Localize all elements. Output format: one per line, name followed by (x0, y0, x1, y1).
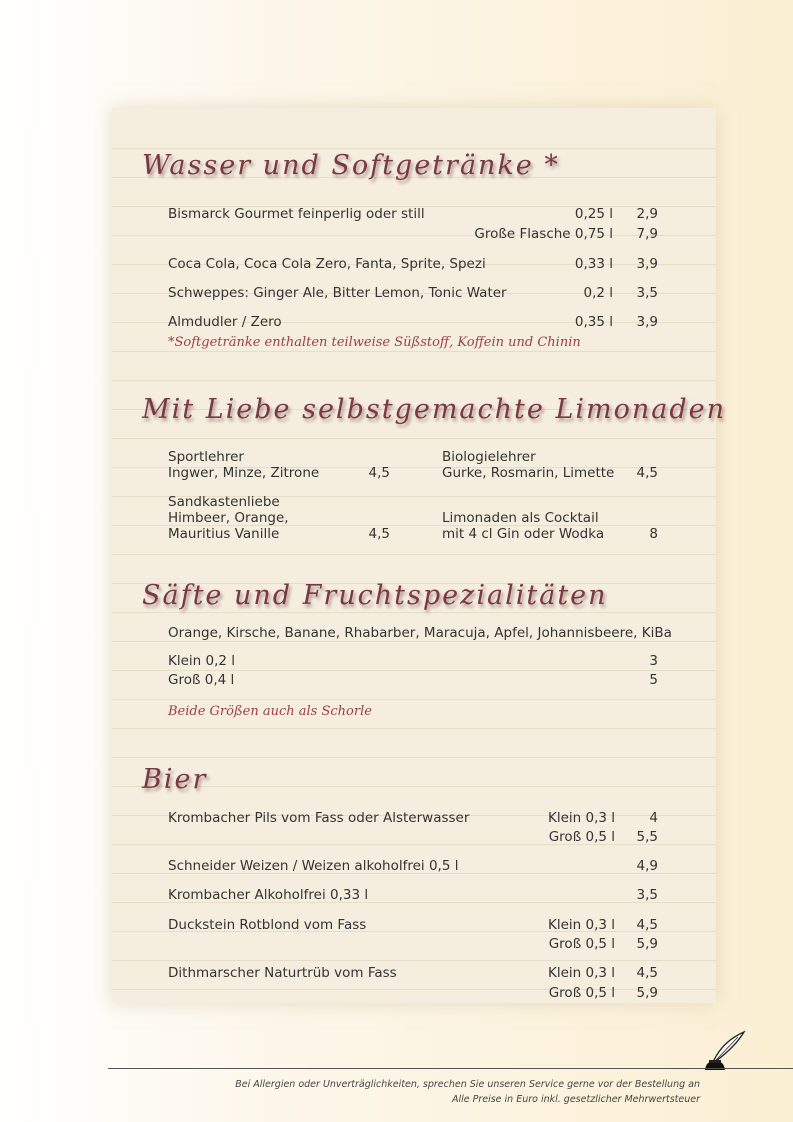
bier-name-duckstein: Duckstein Rotblond vom Fass (168, 917, 367, 933)
item-price-schweppes: 3,5 (636, 285, 658, 301)
item-size-schweppes: 0,2 l (583, 285, 613, 301)
saefte-klein-price: 3 (649, 653, 658, 669)
limo-price-cocktail: 8 (649, 526, 658, 542)
item-size-almdudler: 0,35 l (574, 314, 613, 330)
footer-price-note: Alle Preise in Euro inkl. gesetzlicher Mehrwertsteuer (451, 1094, 700, 1105)
bier-price1-dithmarscher: 4,5 (636, 965, 658, 981)
bier-size1-dithmarscher: Klein 0,3 l (547, 965, 615, 981)
bier-name-dithmarscher: Dithmarscher Naturtrüb vom Fass (168, 965, 397, 981)
limo-price-sandkastenliebe: 4,5 (368, 526, 390, 542)
bier-price1-krombacher-pils: 4 (649, 810, 658, 826)
footer-divider (108, 1068, 793, 1069)
saefte-klein-label: Klein 0,2 l (168, 653, 236, 669)
bier-size2-krombacher-pils: Groß 0,5 l (548, 829, 615, 845)
item-size-bismarck: 0,25 l (574, 206, 613, 222)
limo-price-biologielehrer: 4,5 (636, 465, 658, 481)
item-price-bismarck: 2,9 (636, 206, 658, 222)
bier-price2-duckstein: 5,9 (636, 936, 658, 952)
limo-name-sandkastenliebe: Sandkastenliebe (168, 494, 280, 510)
saefte-gross-price: 5 (649, 672, 658, 688)
item-size-coca-cola: 0,33 l (574, 256, 613, 272)
bier-price-krombacher-alkoholfrei: 3,5 (636, 887, 658, 903)
quill-ink-icon (700, 1030, 746, 1072)
saefte-gross-label: Groß 0,4 l (168, 672, 235, 688)
bier-size2-duckstein: Groß 0,5 l (548, 936, 615, 952)
bier-size1-krombacher-pils: Klein 0,3 l (547, 810, 615, 826)
limo-desc-biologielehrer: Gurke, Rosmarin, Limette (442, 465, 615, 481)
limo-price-sportlehrer: 4,5 (368, 465, 390, 481)
footer-allergy-note: Bei Allergien oder Unverträglichkeiten, sprechen Sie unseren Service gerne vor der Bestellung an (235, 1079, 700, 1090)
note-softgetraenke: *Softgetränke enthalten teilweise Süßstoff, Koffein und Chinin (168, 335, 581, 350)
bier-size1-duckstein: Klein 0,3 l (547, 917, 615, 933)
section-title-wasser: Wasser und Softgetränke * (142, 150, 560, 181)
item-name-coca-cola: Coca Cola, Coca Cola Zero, Fanta, Sprite, Spezi (168, 256, 486, 272)
item-price-almdudler: 3,9 (636, 314, 658, 330)
item-name-almdudler: Almdudler / Zero (168, 314, 282, 330)
bier-price2-dithmarscher: 5,9 (636, 985, 658, 1001)
bier-name-krombacher-alkoholfrei: Krombacher Alkoholfrei 0,33 l (168, 887, 369, 903)
section-title-limonaden: Mit Liebe selbstgemachte Limonaden (142, 394, 727, 425)
limo-name-cocktail: Limonaden als Cocktail (442, 510, 599, 526)
item-price-bismarck-large: 7,9 (636, 226, 658, 242)
bier-price2-krombacher-pils: 5,5 (636, 829, 658, 845)
limo-desc-cocktail: mit 4 cl Gin oder Wodka (442, 526, 605, 542)
limo-desc-sportlehrer: Ingwer, Minze, Zitrone (168, 465, 320, 481)
bier-size2-dithmarscher: Groß 0,5 l (548, 985, 615, 1001)
section-title-bier: Bier (142, 764, 208, 795)
saefte-sorts: Orange, Kirsche, Banane, Rhabarber, Maracuja, Apfel, Johannisbeere, KiBa (168, 625, 672, 641)
limo-name-sportlehrer: Sportlehrer (168, 449, 244, 465)
item-name-bismarck: Bismarck Gourmet feinperlig oder still (168, 206, 425, 222)
saefte-note-schorle: Beide Größen auch als Schorle (168, 704, 372, 719)
bier-name-schneider-weizen: Schneider Weizen / Weizen alkoholfrei 0,5 l (168, 858, 459, 874)
bier-price-schneider-weizen: 4,9 (636, 858, 658, 874)
bier-name-krombacher-pils: Krombacher Pils vom Fass oder Alsterwasser (168, 810, 470, 826)
item-price-coca-cola: 3,9 (636, 256, 658, 272)
limo-desc1-sandkastenliebe: Himbeer, Orange, (168, 510, 289, 526)
item-size-bismarck-large: Große Flasche 0,75 l (474, 226, 613, 242)
bier-price1-duckstein: 4,5 (636, 917, 658, 933)
item-name-schweppes: Schweppes: Ginger Ale, Bitter Lemon, Tonic Water (168, 285, 507, 301)
limo-desc2-sandkastenliebe: Mauritius Vanille (168, 526, 280, 542)
section-title-saefte: Säfte und Fruchtspezialitäten (142, 580, 608, 611)
limo-name-biologielehrer: Biologielehrer (442, 449, 536, 465)
